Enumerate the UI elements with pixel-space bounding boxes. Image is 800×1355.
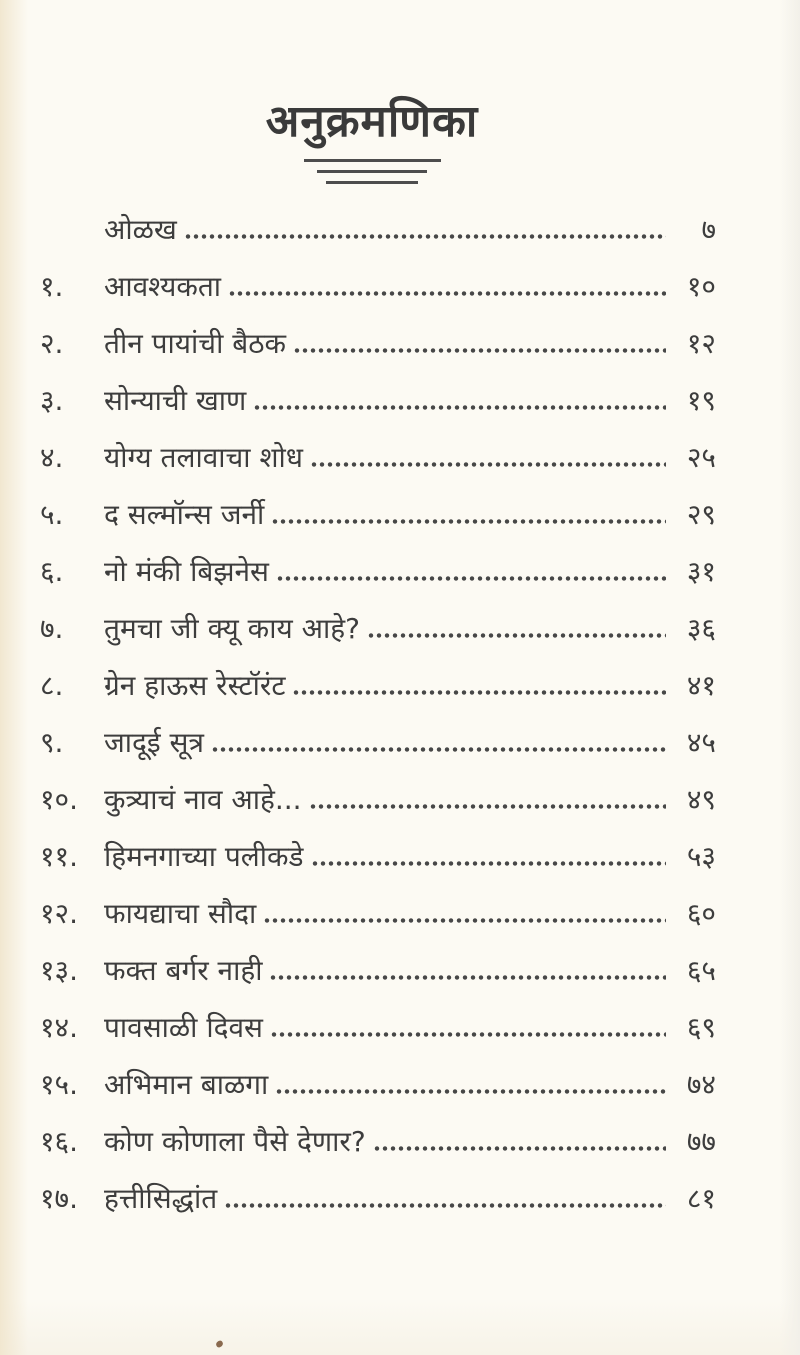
entry-number: १. <box>40 269 64 303</box>
toc-entry <box>22 210 722 267</box>
entry-page: ७ <box>701 212 716 246</box>
toc-entry <box>22 780 722 837</box>
entry-page: ३६ <box>686 611 716 645</box>
ornament-line-1 <box>304 159 441 162</box>
entry-page: २५ <box>686 440 716 474</box>
entry-page: ४५ <box>686 725 716 759</box>
entry-number: १२. <box>40 896 79 930</box>
entry-number: ३. <box>40 383 64 417</box>
dot-leader <box>292 690 666 695</box>
dot-leader <box>253 405 666 410</box>
toc-entry <box>22 381 722 438</box>
entry-title: आवश्यकता <box>104 269 222 303</box>
entry-page: ६९ <box>686 1010 716 1044</box>
scan-artifact-speck <box>215 1340 224 1349</box>
entry-page: ३१ <box>686 554 716 588</box>
dot-leader <box>310 462 666 467</box>
entry-page: १९ <box>686 383 716 417</box>
dot-leader <box>228 291 666 296</box>
entry-title: ओळख <box>104 212 177 246</box>
toc-entry <box>22 894 722 951</box>
entry-title: तुमचा जी क्यू काय आहे? <box>104 611 360 645</box>
entry-title: द सल्मॉन्स जर्नी <box>104 497 265 531</box>
entry-number: १५. <box>40 1067 79 1101</box>
entry-title: तीन पायांची बैठक <box>104 326 286 360</box>
toc-entry <box>22 1179 722 1236</box>
entry-title: फायद्याचा सौदा <box>104 896 257 930</box>
toc-list <box>22 210 722 1236</box>
entry-title: नो मंकी बिझनेस <box>104 554 269 588</box>
entry-title: फक्त बर्गर नाही <box>104 953 263 987</box>
toc-entry <box>22 1065 722 1122</box>
toc-entry <box>22 552 722 609</box>
dot-leader <box>309 804 666 809</box>
entry-number: १३. <box>40 953 79 987</box>
toc-entry <box>22 951 722 1008</box>
entry-title: हत्तीसिद्धांत <box>104 1181 218 1215</box>
entry-number: १७. <box>40 1181 79 1215</box>
dot-leader <box>184 234 666 239</box>
entry-number: ८. <box>40 668 64 702</box>
entry-number: ७. <box>40 611 64 645</box>
entry-title: ग्रेन हाऊस रेस्टॉरंट <box>104 668 286 702</box>
entry-number: ४. <box>40 440 64 474</box>
toc-entry <box>22 1122 722 1179</box>
dot-leader <box>263 918 666 923</box>
page-title: अनुक्रमणिका <box>265 96 479 147</box>
ornament-line-2 <box>317 170 427 173</box>
entry-title: कोण कोणाला पैसे देणार? <box>104 1124 366 1158</box>
entry-page: ७४ <box>686 1067 716 1101</box>
entry-number: ६. <box>40 554 64 588</box>
ornament-line-3 <box>326 181 418 184</box>
dot-leader <box>275 1089 666 1094</box>
dot-leader <box>269 975 666 980</box>
entry-title: पावसाळी दिवस <box>104 1010 263 1044</box>
entry-page: ४९ <box>686 782 716 816</box>
entry-title: योग्य तलावाचा शोध <box>104 440 303 474</box>
dot-leader <box>271 519 666 524</box>
entry-page: ७७ <box>686 1124 716 1158</box>
entry-page: ६० <box>686 896 716 930</box>
toc-entry <box>22 837 722 894</box>
dot-leader <box>211 747 666 752</box>
dot-leader <box>311 861 666 866</box>
dot-leader <box>270 1032 666 1037</box>
toc-entry <box>22 723 722 780</box>
toc-entry <box>22 666 722 723</box>
toc-entry <box>22 609 722 666</box>
entry-title: अभिमान बाळगा <box>104 1067 269 1101</box>
entry-page: २९ <box>686 497 716 531</box>
page-content <box>22 0 722 1236</box>
toc-entry <box>22 495 722 552</box>
toc-entry <box>22 438 722 495</box>
title-ornament <box>22 159 722 184</box>
entry-number: १६. <box>40 1124 79 1158</box>
entry-number: १०. <box>40 782 79 816</box>
toc-entry <box>22 324 722 381</box>
toc-entry <box>22 267 722 324</box>
dot-leader <box>224 1203 666 1208</box>
dot-leader <box>373 1146 666 1151</box>
entry-title: कुत्र्याचं नाव आहे... <box>104 782 302 816</box>
entry-page: ५३ <box>686 839 716 873</box>
toc-entry <box>22 1008 722 1065</box>
entry-page: १२ <box>686 326 716 360</box>
entry-number: ५. <box>40 497 64 531</box>
entry-number: ११. <box>40 839 79 873</box>
entry-page: ६५ <box>686 953 716 987</box>
entry-title: हिमनगाच्या पलीकडे <box>104 839 304 873</box>
dot-leader <box>293 348 666 353</box>
entry-page: ८१ <box>686 1181 716 1215</box>
entry-number: ९. <box>40 725 64 759</box>
entry-number: १४. <box>40 1010 79 1044</box>
entry-title: जादूई सूत्र <box>104 725 204 759</box>
entry-page: १० <box>686 269 716 303</box>
entry-title: सोन्याची खाण <box>104 383 247 417</box>
dot-leader <box>367 633 666 638</box>
entry-page: ४१ <box>686 668 716 702</box>
dot-leader <box>276 576 666 581</box>
entry-number: २. <box>40 326 64 360</box>
